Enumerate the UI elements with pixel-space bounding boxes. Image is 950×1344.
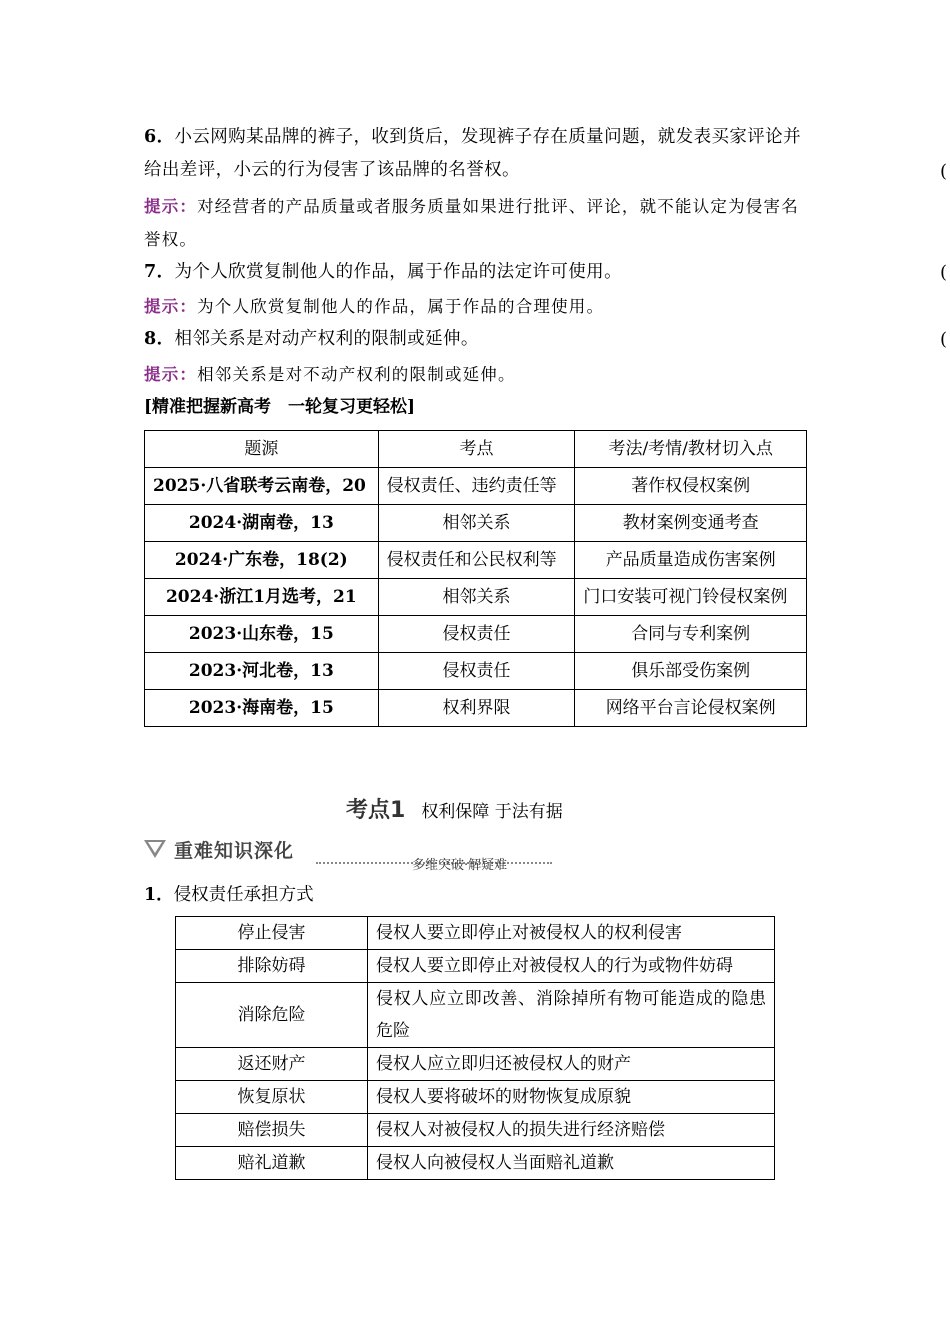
topic-cell: 相邻关系	[378, 579, 575, 616]
banner-title: 重难知识深化	[174, 840, 295, 862]
question-7	[144, 256, 809, 289]
liability-description: 侵权人应立即改善、消除掉所有物可能造成的隐患危险	[368, 983, 775, 1048]
topic-cell: 侵权责任、违约责任等	[378, 468, 575, 505]
entry-point-cell: 著作权侵权案例	[575, 468, 807, 505]
liability-table	[175, 916, 775, 1180]
subsection-number: 1．	[144, 885, 174, 905]
question-6	[144, 121, 809, 187]
table-row	[176, 1048, 775, 1081]
table-row	[176, 917, 775, 950]
hint-text: 对经营者的产品质量或者服务质量如果进行批评、评论，就不能认定为侵害名誉权。	[144, 197, 799, 249]
liability-type: 消除危险	[176, 983, 368, 1048]
table-row	[176, 983, 775, 1048]
table-row	[176, 950, 775, 983]
liability-type: 排除妨碍	[176, 950, 368, 983]
column-header: 题源	[145, 431, 379, 468]
kaodian-title: 权利保障 于法有据	[421, 802, 563, 822]
table-row	[176, 1114, 775, 1147]
subsection-title: 侵权责任承担方式	[173, 885, 314, 905]
liability-type: 返还财产	[176, 1048, 368, 1081]
question-text: 小云网购某品牌的裤子，收到货后，发现裤子存在质量问题，就发表买家评论并给出差评，小云的行为侵害了该品牌的名誉权。	[144, 127, 801, 180]
topic-cell: 权利界限	[378, 690, 575, 727]
hint-6	[144, 190, 814, 256]
liability-type: 恢复原状	[176, 1081, 368, 1114]
entry-point-cell: 门口安装可视门铃侵权案例	[575, 579, 807, 616]
question-number: 8．	[144, 329, 175, 349]
question-number: 6．	[144, 127, 175, 147]
entry-point-cell: 合同与专利案例	[575, 616, 807, 653]
exam-source-table	[144, 430, 807, 727]
source-cell: 2025·八省联考云南卷，20	[145, 468, 379, 505]
section-heading: [精准把握新高考 一轮复习更轻松]	[144, 397, 416, 417]
source-cell: 2023·山东卷，15	[145, 616, 379, 653]
source-cell: 2024·广东卷，18(2)	[145, 542, 379, 579]
topic-cell: 侵权责任和公民权利等	[378, 542, 575, 579]
source-cell: 2024·湖南卷，13	[145, 505, 379, 542]
table-row	[145, 542, 807, 579]
liability-description: 侵权人向被侵权人当面赔礼道歉	[368, 1147, 775, 1180]
topic-cell: 侵权责任	[378, 616, 575, 653]
table-header-row	[145, 431, 807, 468]
liability-description: 侵权人要立即停止对被侵权人的行为或物件妨碍	[368, 950, 775, 983]
question-text: 为个人欣赏复制他人的作品，属于作品的法定许可使用。	[174, 262, 622, 282]
entry-point-cell: 俱乐部受伤案例	[575, 653, 807, 690]
question-8	[144, 323, 809, 356]
hint-7	[144, 290, 814, 323]
table-row	[145, 653, 807, 690]
hint-label: 提示：	[144, 197, 198, 216]
liability-type: 赔礼道歉	[176, 1147, 368, 1180]
table-row	[145, 505, 807, 542]
source-cell: 2024·浙江1月选考，21	[145, 579, 379, 616]
answer-paren: (	[940, 161, 948, 182]
source-cell: 2023·海南卷，15	[145, 690, 379, 727]
hint-label: 提示：	[144, 365, 198, 384]
liability-description: 侵权人要将破坏的财物恢复成原貌	[368, 1081, 775, 1114]
question-text: 相邻关系是对动产权利的限制或延伸。	[174, 329, 479, 349]
entry-point-cell: 产品质量造成伤害案例	[575, 542, 807, 579]
banner-subtitle: 多维突破·解疑难	[412, 858, 508, 873]
table-row	[176, 1081, 775, 1114]
entry-point-cell: 教材案例变通考查	[575, 505, 807, 542]
knowledge-banner	[144, 836, 544, 872]
source-cell: 2023·河北卷，13	[145, 653, 379, 690]
hint-text: 为个人欣赏复制他人的作品，属于作品的合理使用。	[197, 297, 605, 316]
kaodian-label: 考点1	[346, 798, 406, 823]
hint-label: 提示：	[144, 297, 198, 316]
table-row	[145, 579, 807, 616]
hint-8	[144, 358, 814, 391]
liability-type: 赔偿损失	[176, 1114, 368, 1147]
table-row	[145, 690, 807, 727]
table-row	[176, 1147, 775, 1180]
topic-cell: 侵权责任	[378, 653, 575, 690]
table-row	[145, 468, 807, 505]
answer-paren: (	[940, 262, 948, 283]
subsection-heading	[144, 880, 314, 910]
answer-paren: (	[940, 329, 948, 350]
question-number: 7．	[144, 262, 175, 282]
liability-description: 侵权人应立即归还被侵权人的财产	[368, 1048, 775, 1081]
entry-point-cell: 网络平台言论侵权案例	[575, 690, 807, 727]
liability-description: 侵权人要立即停止对被侵权人的权利侵害	[368, 917, 775, 950]
column-header: 考点	[378, 431, 575, 468]
hint-text: 相邻关系是对不动产权利的限制或延伸。	[197, 365, 516, 384]
table-row	[145, 616, 807, 653]
kaodian-heading	[346, 796, 563, 827]
liability-description: 侵权人对被侵权人的损失进行经济赔偿	[368, 1114, 775, 1147]
liability-type: 停止侵害	[176, 917, 368, 950]
column-header: 考法/考情/教材切入点	[575, 431, 807, 468]
topic-cell: 相邻关系	[378, 505, 575, 542]
